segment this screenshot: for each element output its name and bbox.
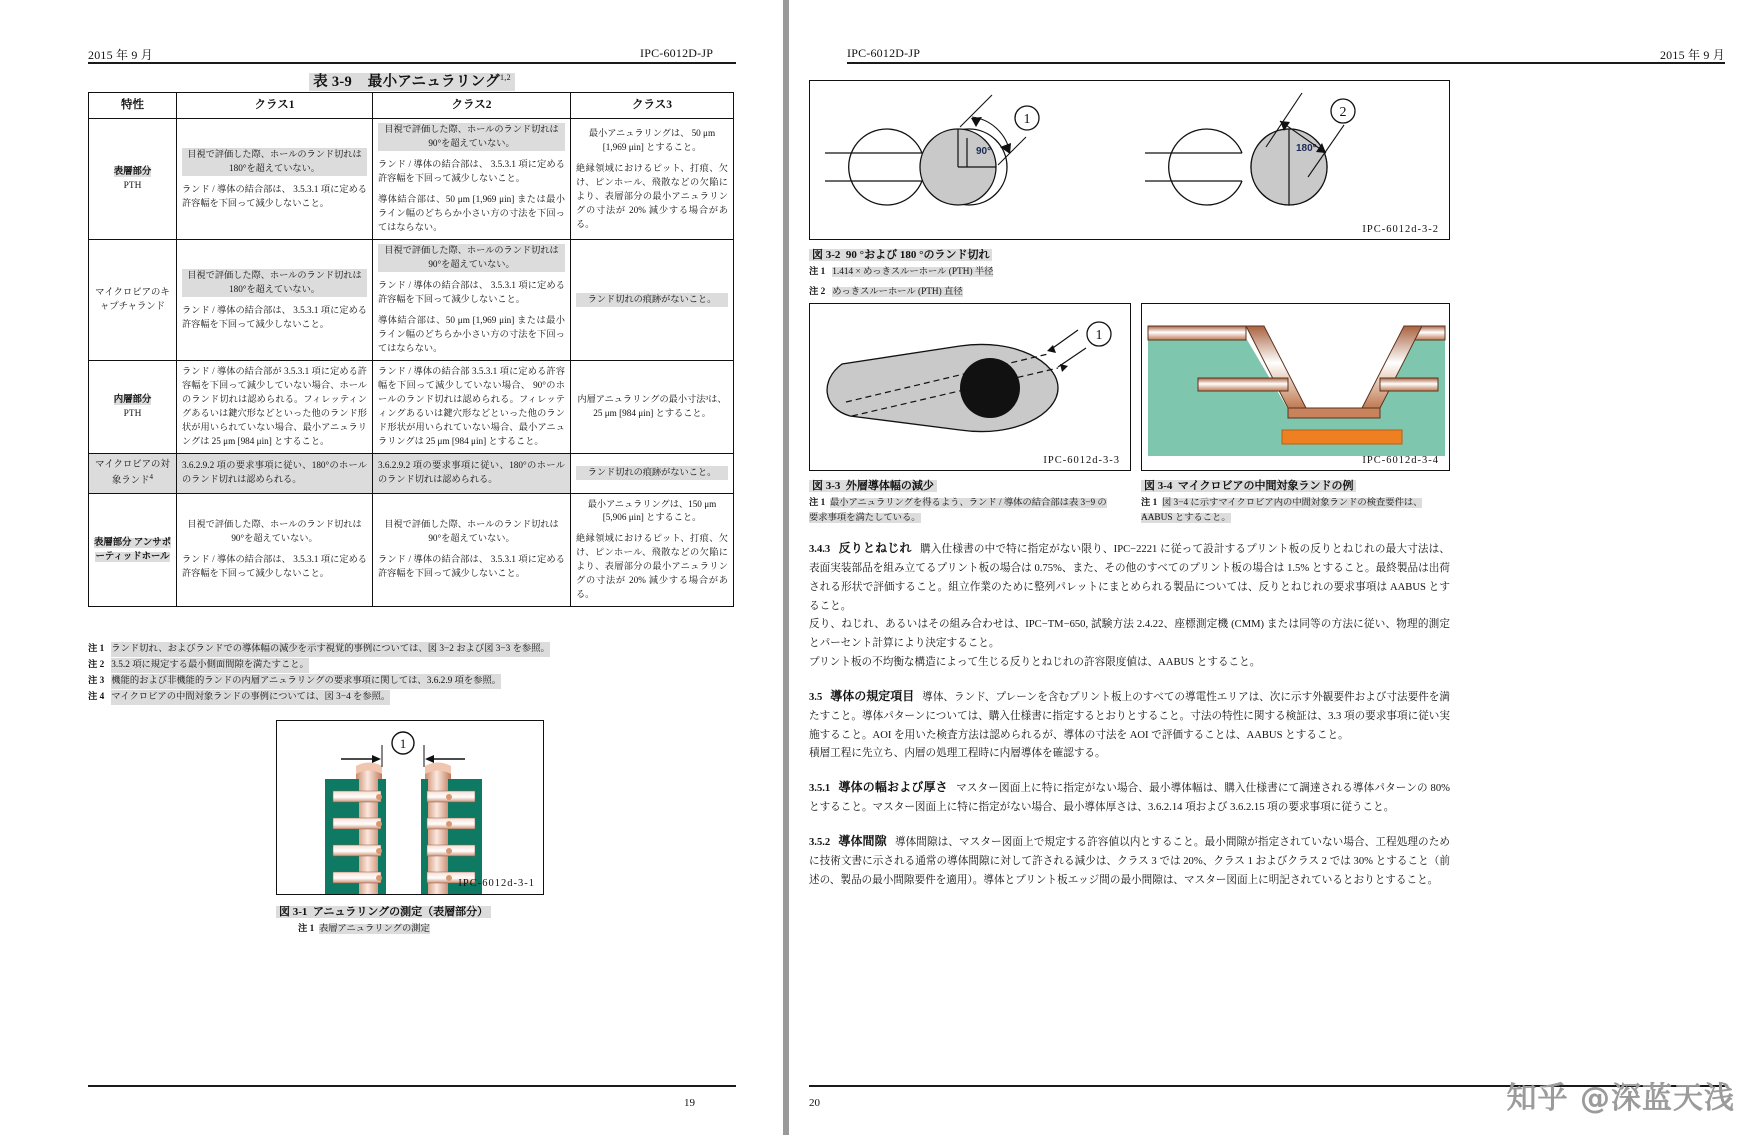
figure-3-2-code: IPC-6012d-3-2	[1362, 224, 1439, 235]
cell-class3: 内層アニュラリングの最小寸法³は、25 μm [984 μin] とすること。	[571, 361, 734, 454]
table-header-row	[89, 93, 734, 119]
cell-class2: 目視で評価した際、ホールのランド切れは 90°を超えていない。 ランド / 導体の結合部は、 3.5.3.1 項に定める許容幅を下回って減少しないこと。 導体結合部は、50 μm [1,969 μin] または最小ライン幅のどちらか小さい方の寸法を下回ってはならない。	[373, 240, 571, 361]
svg-text:180°: 180°	[1296, 143, 1317, 154]
right-header-rule	[847, 62, 1725, 64]
table-row	[89, 493, 734, 607]
figure-3-1-box	[276, 720, 544, 895]
figure-3-3-box	[809, 303, 1131, 471]
table-row	[89, 240, 734, 361]
svg-text:2: 2	[1339, 105, 1347, 120]
cell-class2: 目視で評価した際、ホールのランド切れは 90°を超えていない。 ランド / 導体の結合部は、 3.5.3.1 項に定める許容幅を下回って減少しないこと。	[373, 493, 571, 607]
figure-3-1-note: 注 1 表層アニュラリングの測定	[298, 924, 430, 934]
table-3-9-title	[88, 70, 736, 91]
figure-3-2-box	[809, 80, 1450, 240]
figure-3-1-graphic	[277, 721, 544, 895]
section-3-5-p2: 積層工程に先立ち、内層の処理工程時に内層導体を確認する。	[809, 748, 1106, 760]
section-3-5: 3.5 導体の規定項目 導体、ランド、プレーンを含むプリント板上のすべての導電性エリアは、次に示す外観要件および寸法要件を満たすこと。導体パターンについては、購入仕様書に指定するとおりとすること。寸法の特性に関する検証は、3.3 項の要求事項に従い実施すること。AOI を用いた検査方法は認められるが、導体の寸法を AOI で評価することは、AABUS とすること。 積層工程に先立ち、内層の処理工程時に内層導体を確認する。	[809, 686, 1450, 764]
figure-3-3-graphic	[810, 304, 1131, 471]
cell-class3: 最小アニュラリングは、150 μm [5,906 μin] とすること。 絶縁領域におけるピット、打痕、欠け、ピンホール、飛散などの欠陥により、表層部分の最小アニュラリングの寸法が 20% 減少する場合がある。	[571, 493, 734, 607]
page-left	[0, 0, 783, 1135]
figure-3-4-note: 注 1 図 3−4 に示すマイクロビア内の中間対象ランドの検査要件は、AABUS とすること。	[1141, 498, 1423, 523]
cell-class1: 目視で評価した際、ホールのランド切れは 180°を超えていない。 ランド / 導体の結合部は、 3.5.3.1 項に定める許容幅を下回って減少しないこと。	[177, 119, 373, 240]
table-row	[89, 119, 734, 240]
table-note: 注 4 マイクロビアの中間対象ランドの事例については、図 3−4 を参照。	[88, 690, 738, 705]
svg-text:90°: 90°	[976, 146, 992, 157]
row-category-inner-layer-pth: 内層部分 PTH	[89, 361, 177, 454]
table-3-9	[88, 92, 734, 607]
spacer	[809, 766, 1450, 777]
right-page-body	[809, 538, 1450, 893]
right-page-header-standard: IPC-6012D-JP	[847, 46, 921, 60]
cell-class2: 3.6.2.9.2 項の要求事項に従い、180°のホールのランド切れは認められる。	[373, 454, 571, 493]
row-category-surface-unsupported-hole: 表層部分 アンサポーティッドホール	[89, 493, 177, 607]
page-right	[789, 0, 1761, 1135]
figure-3-4-graphic	[1142, 304, 1450, 471]
figure-3-2-note-1: 注 1 1.414 × めっきスルーホール (PTH) 半径	[809, 267, 994, 277]
left-header-rule	[88, 62, 736, 64]
cell-class1: ランド / 導体の結合部が 3.5.3.1 項に定める許容幅を下回って減少していない場合、ホールのランド切れは認められる。フィレッティングあるいは鍵穴形などといった他のランド形状が用いられていない場合、最小アニュラリングは 25 μm [984 μin] とすること。	[177, 361, 373, 454]
right-page-number: 20	[809, 1097, 820, 1109]
figure-3-2-note-2: 注 2 めっきスルーホール (PTH) 直径	[809, 287, 963, 297]
left-page-header-date: 2015 年 9 月	[88, 48, 154, 62]
figure-3-3-note: 注 1 最小アニュラリングを得るよう、ランド / 導体の結合部は表 3−9 の要求事項を満たしている。	[809, 498, 1107, 523]
figure-3-1-code: IPC-6012d-3-1	[458, 878, 535, 889]
svg-text:1: 1	[1023, 112, 1031, 127]
cell-class3: ランド切れの痕跡がないこと。	[571, 454, 734, 493]
section-3-4-3: 3.4.3 反りとねじれ 購入仕様書の中で特に指定がない限り、IPC−2221 に従って設計するプリント板の反りとねじれの最大寸法は、表面実装部品を組み立てるプリント板の場合は 0.75%、また、その他のすべてのプリント板の場合は 1.5% とすること。最終製品は出荷される形状で評価すること。組立作業のために整列パレットにまとめられる製品については、反りとねじれの要求事項は AABUS とすること。 反り、ねじれ、あるいはその組み合わせは、IPC−TM−650, 試験方法 2.4.22、座標測定機 (CMM) または同等の方法に従い、物理的測定とパーセント計算により決定すること。 プリント板の不均衡な構造によって生じる反りとねじれの許容限度値は、AABUS とすること。	[809, 538, 1450, 673]
section-3-5-1: 3.5.1 導体の幅および厚さ マスター図面上に特に指定がない場合、最小導体幅は、購入仕様書にて調達される導体パターンの 80% とすること。マスター図面上に特に指定がない場合、最小導体厚さは、3.6.2.14 項および 3.6.2.15 項の要求事項に従うこと。	[809, 780, 1450, 814]
section-3-5-2: 3.5.2 導体間隙 導体間隙は、マスター図面上で規定する許容値以内とすること。最小間隙が指定されていない場合、工程処理のために技術文書に示される通常の導体間隙に対して許される減少は、クラス 3 では 20%、クラス 1 およびクラス 2 では 30% とすること（前述の、製品の最小間隙要件を適用）。導体とプリント板エッジ間の最小間隙は、マスター図面上に明記されているとおりとすること。	[809, 833, 1451, 886]
table-note: 注 2 3.5.2 項に規定する最小側面間隙を満たすこと。	[88, 658, 738, 673]
left-page-number: 19	[684, 1097, 695, 1109]
left-page-header-standard: IPC-6012D-JP	[640, 46, 714, 60]
figure-3-4-box	[1141, 303, 1450, 471]
right-page-header-date: 2015 年 9 月	[1659, 48, 1725, 62]
figure-3-2-graphic	[810, 81, 1450, 240]
cell-class1: 目視で評価した際、ホールのランド切れは 180°を超えていない。 ランド / 導体の結合部は、 3.5.3.1 項に定める許容幅を下回って減少しないこと。	[177, 240, 373, 361]
figure-3-2-caption: 図 3-2 90 °および 180 °のランド切れ	[809, 246, 992, 262]
figure-3-4-caption: 図 3-4 マイクロビアの中間対象ランドの例	[1141, 477, 1356, 493]
table-row	[89, 454, 734, 493]
figure-3-3-code: IPC-6012d-3-3	[1043, 455, 1120, 466]
row-category-surface-pth: 表層部分 PTH	[89, 119, 177, 240]
table-title-footnote: 1,2	[499, 73, 511, 83]
cell-class3: 最小アニュラリングは、 50 μm [1,969 μin] とすること。 絶縁領域におけるピット、打痕、欠け、ピンホール、飛散などの欠陥により、表層部分の最小アニュラリングの寸法が 20% 減少する場合がある。	[571, 119, 734, 240]
cell-class2: 目視で評価した際、ホールのランド切れは 90°を超えていない。 ランド / 導体の結合部は、 3.5.3.1 項に定める許容幅を下回って減少しないこと。 導体結合部は、50 μm [1,969 μin] または最小ライン幅のどちらか小さい方の寸法を下回ってはならない。	[373, 119, 571, 240]
spacer	[809, 820, 1450, 831]
svg-text:1: 1	[399, 736, 407, 751]
row-category-microvia-target-land: マイクロビアの対象ランド$^4$	[89, 454, 177, 493]
row-category-microvia-capture-land: マイクロビアのキャプチャランド	[89, 240, 177, 361]
cell-class2: ランド / 導体の結合部 3.5.3.1 項に定める許容幅を下回って減少していない場合、 90°のホールのランド切れは認められる。フィレッティングあるいは鍵穴形などといった他のランド形状が用いられていない場合、最小アニュラリングは 25 μm [984 μin] とすること。	[373, 361, 571, 454]
figure-3-3-caption: 図 3-3 外層導体幅の減少	[809, 477, 937, 493]
cell-class1: 3.6.2.9.2 項の要求事項に従い、180°のホールのランド切れは認められる。	[177, 454, 373, 493]
cell-class1: 目視で評価した際、ホールのランド切れは 90°を超えていない。 ランド / 導体の結合部は、 3.5.3.1 項に定める許容幅を下回って減少しないこと。	[177, 493, 373, 607]
svg-text:1: 1	[1095, 328, 1103, 343]
col-header-class1: クラス1	[177, 93, 373, 119]
table-title-label: 表 3-9	[313, 74, 353, 90]
left-footer-rule	[88, 1085, 736, 1087]
section-3-4-3-p3: プリント板の不均衡な構造によって生じる反りとねじれの許容限度値は、AABUS とすること。	[809, 657, 1261, 669]
spacer	[809, 675, 1450, 686]
table-note: 注 3 機能的および非機能的ランドの内層アニュラリングの要求事項に関しては、3.6.2.9 項を参照。	[88, 674, 738, 689]
table-title-text: 最小アニュラリング	[367, 74, 500, 90]
table-note: 注 1 ランド切れ、およびランドでの導体幅の減少を示す視覚的事例については、図 3−2 および図 3−3 を参照。	[88, 642, 738, 657]
col-header-class2: クラス2	[373, 93, 571, 119]
figure-3-4-code: IPC-6012d-3-4	[1362, 455, 1439, 466]
table-notes	[88, 642, 738, 706]
cell-class3: ランド切れの痕跡がないこと。	[571, 240, 734, 361]
col-header-characteristic: 特性	[89, 93, 177, 119]
figure-3-1-caption: 図 3-1 アニュラリングの測定（表層部分）	[276, 903, 491, 919]
col-header-class3: クラス3	[571, 93, 734, 119]
section-3-4-3-p2: 反り、ねじれ、あるいはその組み合わせは、IPC−TM−650, 試験方法 2.4.22、座標測定機 (CMM) または同等の方法に従い、物理的測定とパーセント計算により決定すること。	[809, 619, 1450, 650]
table-row	[89, 361, 734, 454]
watermark: 知乎 @深蓝天浅	[1506, 1081, 1735, 1116]
